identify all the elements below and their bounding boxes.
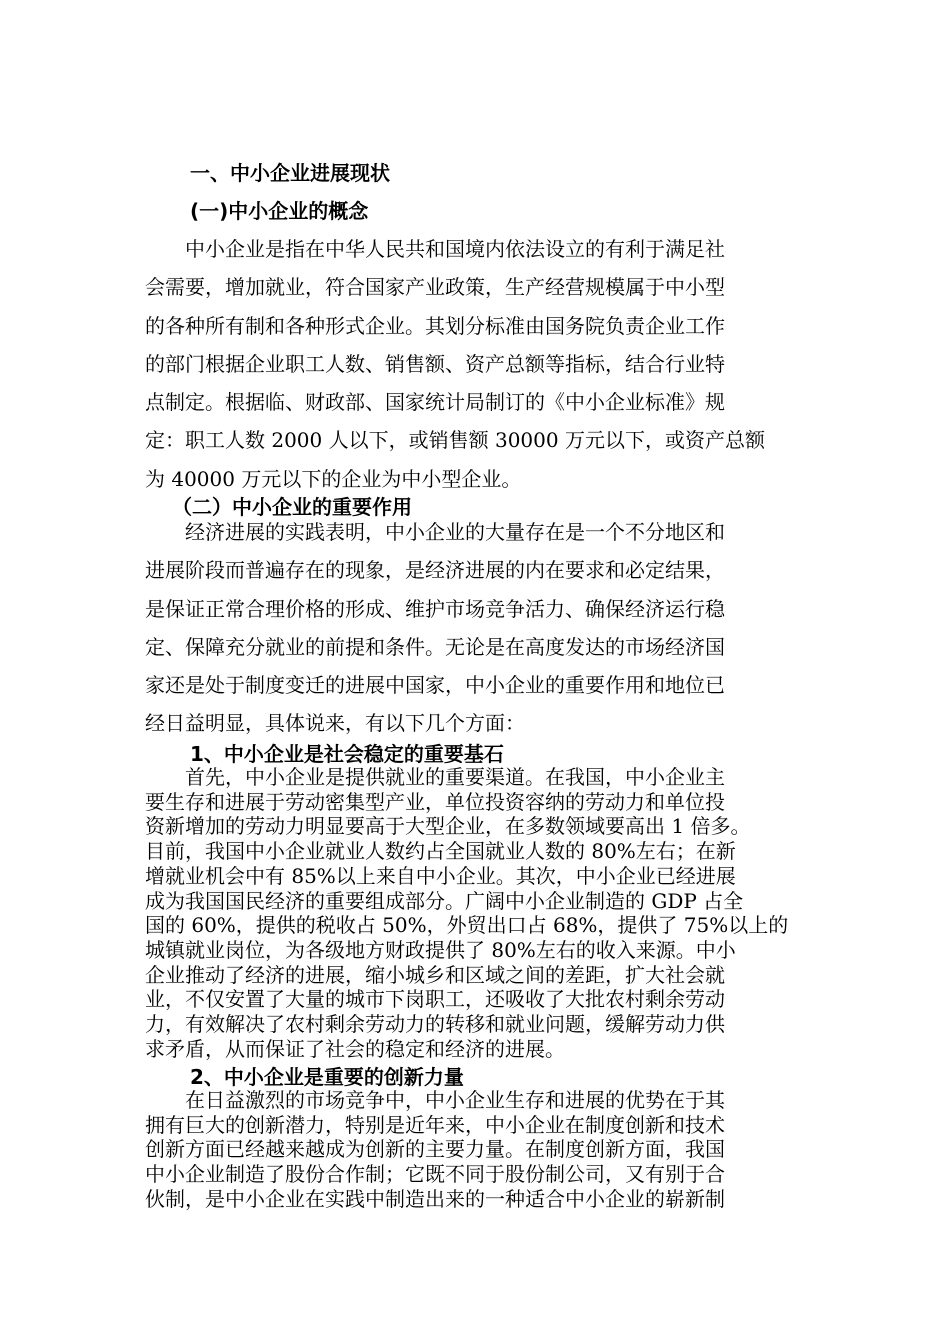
concept-paragraph (145, 230, 817, 498)
paragraph-line: 业，不仅安置了大量的城市下岗职工，还吸收了大批农村剩余劳动 (145, 987, 725, 1012)
paragraph-line: 经日益明显，具体说来，有以下几个方面： (145, 711, 525, 736)
paragraph-line: 的部门根据企业职工人数、销售额、资产总额等指标，结合行业特 (145, 351, 725, 376)
paragraph-line: 首先，中小企业是提供就业的重要渠道。在我国，中小企业主 (185, 765, 725, 789)
paragraph-line: 创新方面已经越来越成为创新的主要力量。在制度创新方面，我国 (145, 1137, 725, 1162)
paragraph-line: 拥有巨大的创新潜力，特别是近年来，中小企业在制度创新和技术 (145, 1112, 725, 1137)
paragraph-line: 经济进展的实践表明，中小企业的大量存在是一个不分地区和 (185, 520, 725, 544)
paragraph-line: 增就业机会中有 85%以上来自中小企业。其次，中小企业已经进展 (145, 863, 736, 888)
paragraph-line: 求矛盾，从而保证了社会的稳定和经济的进展。 (145, 1036, 565, 1061)
paragraph-line: 中小企业制造了股份合作制；它既不同于股份制公司，又有别于合 (145, 1162, 725, 1187)
subheading-innovation: 2、中小企业是重要的创新力量 (190, 1065, 464, 1089)
paragraph-line: 家还是处于制度变迁的进展中国家，中小企业的重要作用和地位已 (145, 673, 725, 698)
innovation-paragraph (145, 1088, 817, 1212)
paragraph-line: 资新增加的劳动力明显要高于大型企业，在多数领域要高出 1 倍多。 (145, 814, 751, 839)
paragraph-line: 成为我国国民经济的重要组成部分。广阔中小企业制造的 GDP 占全 (145, 888, 744, 913)
paragraph-line: 会需要，增加就业，符合国家产业政策，生产经营规模属于中小型 (145, 275, 725, 300)
paragraph-line: 中小企业是指在中华人民共和国境内依法设立的有利于满足社 (185, 237, 725, 261)
paragraph-line: 要生存和进展于劳动密集型产业，单位投资容纳的劳动力和单位投 (145, 789, 725, 814)
paragraph-line: 是保证正常合理价格的形成、维护市场竞争活力、确保经济运行稳 (145, 596, 725, 621)
subsection-heading-role: （二）中小企业的重要作用 (172, 495, 412, 519)
paragraph-line: 伙制，是中小企业在实践中制造出来的一种适合中小企业的崭新制 (145, 1186, 725, 1211)
role-paragraph (145, 513, 817, 743)
paragraph-line: 企业推动了经济的进展，缩小城乡和区域之间的差距，扩大社会就 (145, 962, 725, 987)
paragraph-line: 定、保障充分就业的前提和条件。无论是在高度发达的市场经济国 (145, 634, 725, 659)
paragraph-line: 点制定。根据临、财政部、国家统计局制订的《中小企业标准》规 (145, 390, 725, 415)
subheading-stability: 1、中小企业是社会稳定的重要基石 (190, 742, 504, 766)
paragraph-line: 目前，我国中小企业就业人数约占全国就业人数的 80%左右；在新 (145, 839, 736, 864)
paragraph-line: 国的 60%，提供的税收占 50%，外贸出口占 68%，提供了 75%以上的 (145, 913, 789, 938)
paragraph-line: 力，有效解决了农村剩余劳动力的转移和就业问题，缓解劳动力供 (145, 1012, 725, 1037)
paragraph-line: 城镇就业岗位，为各级地方财政提供了 80%左右的收入来源。中小 (145, 937, 736, 962)
stability-paragraph (145, 765, 817, 1061)
paragraph-line: 的各种所有制和各种形式企业。其划分标准由国务院负责企业工作 (145, 313, 725, 338)
paragraph-line: 在日益激烈的市场竞争中，中小企业生存和进展的优势在于其 (185, 1088, 725, 1112)
subsection-heading-concept: (一)中小企业的概念 (190, 199, 369, 223)
paragraph-line: 为 40000 万元以下的企业为中小型企业。 (145, 466, 522, 491)
paragraph-line: 进展阶段而普遍存在的现象，是经济进展的内在要求和必定结果， (145, 558, 725, 583)
section-heading: 一、中小企业进展现状 (190, 161, 390, 185)
paragraph-line: 定：职工人数 2000 人以下，或销售额 30000 万元以下，或资产总额 (145, 428, 765, 453)
